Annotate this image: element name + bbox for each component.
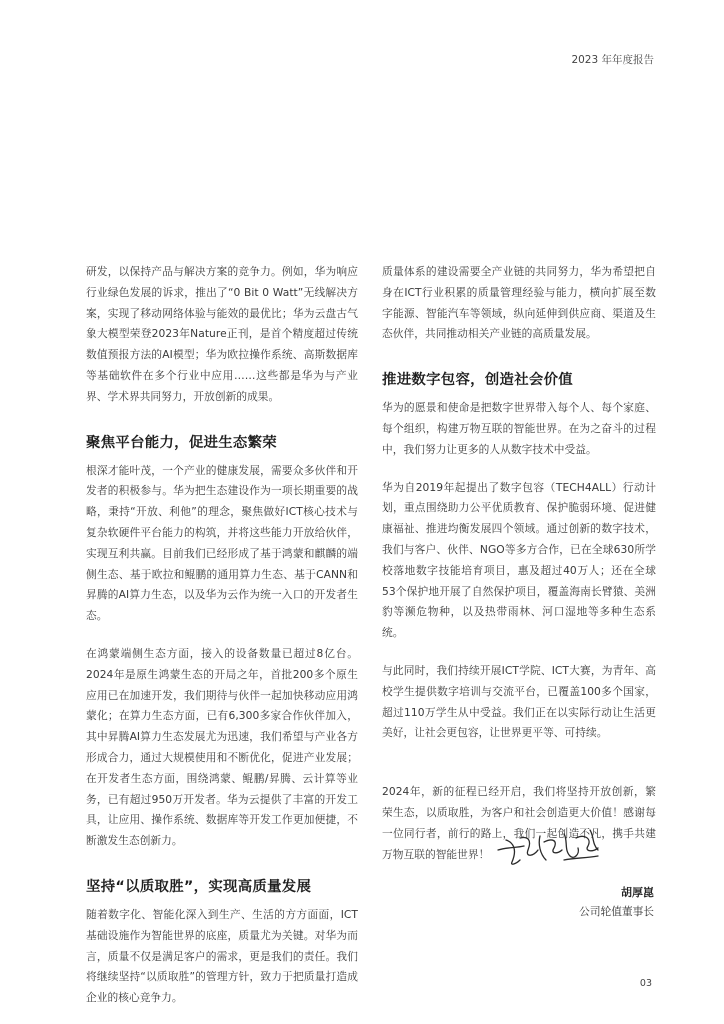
section-heading-ecosystem: 聚焦平台能力，促进生态繁荣	[86, 434, 277, 451]
inclusion-paragraph-2: 华为自2019年起提出了数字包容（TECH4ALL）行动计划，重点围绕助力公平优质教育、保护脆弱环境、促进健康福祉、推进均衡发展四个领域。通过创新的数字技术，我们与客户、伙伴、NGO等多方合作，已在全球630所学校落地数字技能培育项目，惠及超过40万人；还在全球53个保护地开展了自然保护项目，覆盖海南长臂猿、美洲豹等濒危物种，以及热带雨林、河口湿地等多种生态系统。	[382, 480, 656, 640]
signature-block	[494, 820, 654, 930]
right-column	[382, 262, 656, 865]
left-column	[86, 262, 358, 1009]
signer-title: 公司轮值董事长	[579, 905, 654, 918]
inclusion-paragraph-3: 与此同时，我们持续开展ICT学院、ICT大赛，为青年、高校学生提供数字培训与交流平台，已覆盖100多个国家，超过110万学生从中受益。我们正在以实际行动让生活更美好，让社会更包容，让世界更平等、可持续。	[382, 663, 656, 740]
left-intro-paragraph: 研发，以保持产品与解决方案的竞争力。例如，华为响应行业绿色发展的诉求，推出了“0 Bit 0 Watt”无线解决方案，实现了移动网络体验与能效的最优比；华为云盘古气象大模型荣登2023年Nature正刊，是首个精度超过传统数值预报方法的AI模型；华为欧拉操作系统、高斯数据库等基础软件在多个行业中应用……这些都是华为与产业界、学术界共同努力，开放创新的成果。	[86, 265, 358, 403]
ecosystem-paragraph-2: 在鸿蒙端侧生态方面，接入的设备数量已超过8亿台。2024年是原生鸿蒙生态的开局之年，首批200多个原生应用已在加速开发，我们期待与伙伴一起加快移动应用鸿蒙化；在算力生态方面，已有6,300多家合作伙伴加入，其中昇腾AI算力生态发展尤为迅速，我们希望与产业各方形成合力，通过大规模使用和不断优化，促进产业发展；在开发者生态方面，围绕鸿蒙、鲲鹏/昇腾、云计算等业务，已有超过950万开发者。华为云提供了丰富的开发工具，让应用、操作系统、数据库等开发工作更加便捷，不断激发生态创新力。	[86, 646, 358, 848]
section-heading-quality: 坚持“以质取胜”，实现高质量发展	[86, 878, 312, 895]
quality-paragraph-1: 随着数字化、智能化深入到生产、生活的方方面面，ICT基础设施作为智能世界的底座，质量尤为关键。对华为而言，质量不仅是满足客户的需求，更是我们的责任。我们将继续坚持“以质取胜”的管理方针，致力于把质量打造成企业的核心竞争力。	[86, 907, 358, 1005]
ecosystem-paragraph-1: 根深才能叶茂，一个产业的健康发展，需要众多伙伴和开发者的积极参与。华为把生态建设作为一项长期重要的战略，秉持“开放、利他”的理念，聚焦做好ICT核心技术与复杂软硬件平台能力的构筑，并将这些能力开放给伙伴，实现互利共赢。目前我们已经形成了基于鸿蒙和麒麟的端侧生态、基于欧拉和鲲鹏的通用算力生态、基于CANN和昇腾的AI算力生态，以及华为云作为统一入口的开发者生态。	[86, 463, 358, 623]
closing-paragraph: 2024年，新的征程已经开启，我们将坚持开放创新，繁荣生态，以质取胜，为客户和社会创造更大价值！感谢每一位同行者，前行的路上，我们一起创造不凡，携手共建万物互联的智能世界！	[382, 785, 656, 861]
signer-name: 胡厚崑	[621, 886, 654, 899]
handwritten-signature	[494, 820, 614, 880]
page-number: 03	[639, 978, 652, 989]
right-intro-paragraph: 质量体系的建设需要全产业链的共同努力，华为希望把自身在ICT行业积累的质量管理经验与能力，横向扩展至数字能源、智能汽车等领域，纵向延伸到供应商、渠道及生态伙伴，共同推动相关产业链的高质量发展。	[382, 265, 656, 341]
inclusion-paragraph-1: 华为的愿景和使命是把数字世界带入每个人、每个家庭、每个组织，构建万物互联的智能世界。在为之奋斗的过程中，我们努力让更多的人从数字技术中受益。	[382, 401, 656, 456]
section-heading-inclusion: 推进数字包容，创造社会价值	[382, 372, 573, 389]
report-header: 2023 年年度报告	[571, 54, 654, 66]
